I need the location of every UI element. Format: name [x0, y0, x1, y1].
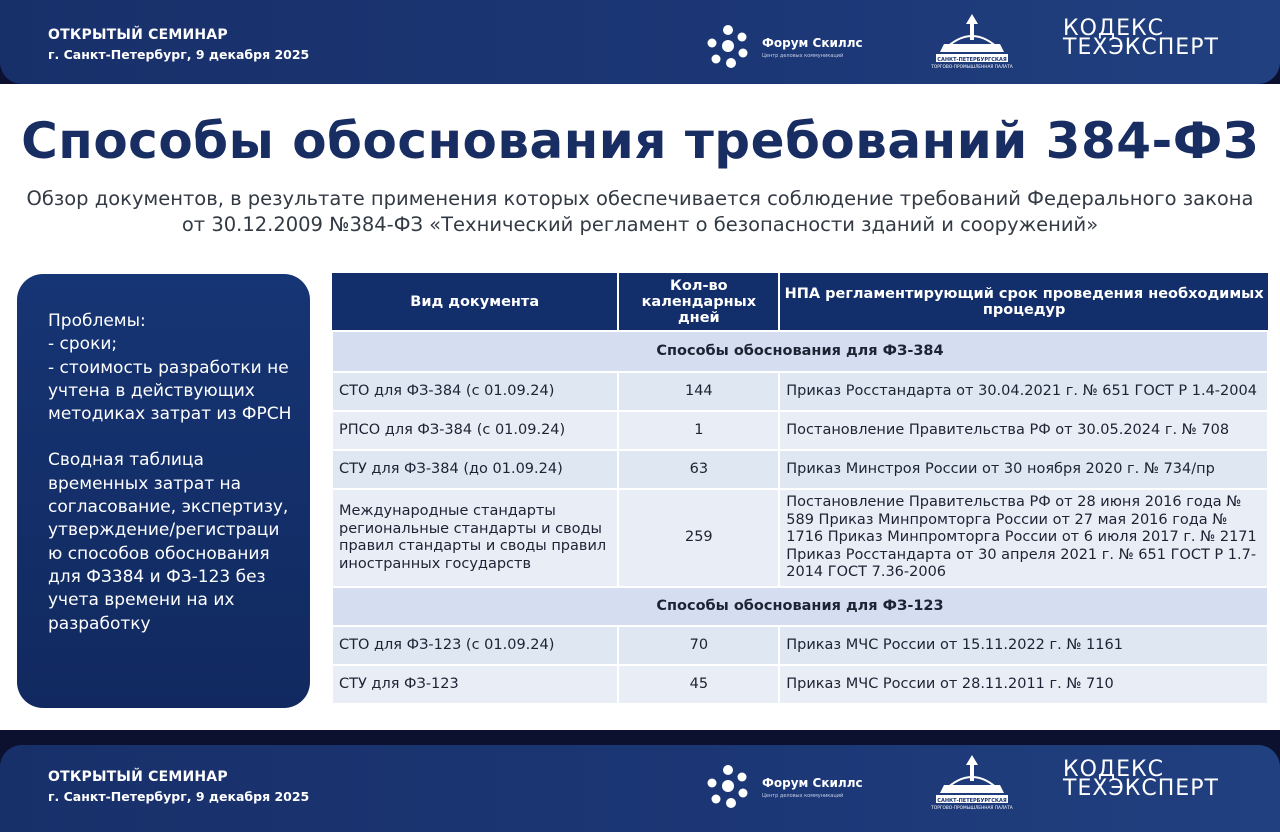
seminar-location-date: г. Санкт-Петербург, 9 декабря 2025: [48, 789, 310, 804]
kodex-logo: [1063, 757, 1219, 801]
forum-skills-logo-icon: [705, 23, 751, 69]
table-row: [332, 372, 1268, 411]
table-row: [332, 626, 1268, 665]
summary-text: Сводная таблица временных затрат на согласование, экспертизу, утверждение/регистраци ю способов обоснования для ФЗ384 и ФЗ-123 без учета времени на их разработку: [48, 450, 289, 634]
table-row: [332, 665, 1268, 704]
forum-skills-subtitle: Центр деловых коммуникаций: [762, 53, 844, 59]
requirements-table: [331, 273, 1269, 705]
forum-skills-subtitle: Центр деловых коммуникаций: [762, 793, 844, 799]
header-npa: НПА регламентирующий срок проведения необходимых процедур: [779, 273, 1268, 331]
side-panel-text: [48, 310, 298, 659]
cell-npa: Постановление Правительства РФ от 28 июня 2016 года № 589 Приказ Минпромторга России от 27 мая 2016 года № 1716 Приказ Минпромторга России от 6 июля 2017 г. № 2171 Приказ Росстандарта от 30 апреля 2021 г. № 651 ГОСТ Р 1.7-2014 ГОСТ 7.36-2006: [779, 489, 1268, 587]
cell-days: 45: [618, 665, 779, 704]
forum-skills-name: Форум Скиллс: [762, 36, 863, 50]
kodex-line1: КОДЕКС: [1063, 16, 1165, 41]
cell-npa: Приказ Минстроя России от 30 ноября 2020 г. № 734/пр: [779, 450, 1268, 489]
seminar-title: ОТКРЫТЫЙ СЕМИНАР: [48, 27, 228, 43]
kodex-line2: ТЕХЭКСПЕРТ: [1063, 776, 1219, 801]
cell-npa: Приказ Росстандарта от 30.04.2021 г. № 651 ГОСТ Р 1.4-2004: [779, 372, 1268, 411]
cell-doc: Международные стандарты региональные стандарты и своды правил стандарты и своды правил иностранных государств: [332, 489, 618, 587]
cell-npa: Приказ МЧС России от 15.11.2022 г. № 1161: [779, 626, 1268, 665]
chamber-sub-text: ТОРГОВО-ПРОМЫШЛЕННАЯ ПАЛАТА: [931, 65, 1013, 70]
table-header-row: [332, 273, 1268, 331]
cell-doc: СТУ для ФЗ-123: [332, 665, 618, 704]
section-fz123: Способы обоснования для ФЗ-123: [332, 587, 1268, 626]
cell-npa: Приказ МЧС России от 28.11.2011 г. № 710: [779, 665, 1268, 704]
forum-skills-name: Форум Скиллс: [762, 776, 863, 790]
cell-doc: СТО для ФЗ-384 (с 01.09.24): [332, 372, 618, 411]
cell-days: 259: [618, 489, 779, 587]
cell-doc: РПСО для ФЗ-384 (с 01.09.24): [332, 411, 618, 450]
seminar-title: ОТКРЫТЫЙ СЕМИНАР: [48, 769, 228, 785]
kodex-line1: КОДЕКС: [1063, 757, 1165, 782]
kodex-line2: ТЕХЭКСПЕРТ: [1063, 35, 1219, 60]
chamber-of-commerce-logo-icon: [930, 751, 1014, 817]
kodex-logo: [1063, 16, 1219, 60]
cell-doc: СТО для ФЗ-123 (с 01.09.24): [332, 626, 618, 665]
chamber-sub-text: ТОРГОВО-ПРОМЫШЛЕННАЯ ПАЛАТА: [931, 806, 1013, 811]
page-title: Способы обоснования требований 384-ФЗ: [21, 112, 1259, 170]
cell-doc: СТУ для ФЗ-384 (до 01.09.24): [332, 450, 618, 489]
cell-days: 63: [618, 450, 779, 489]
cell-npa: Постановление Правительства РФ от 30.05.2024 г. № 708: [779, 411, 1268, 450]
bottom-banner: [0, 745, 1280, 832]
header-days: Кол-во календарных дней: [618, 273, 779, 331]
chamber-name-text: САНКТ-ПЕТЕРБУРГСКАЯ: [937, 57, 1007, 63]
seminar-location-date: г. Санкт-Петербург, 9 декабря 2025: [48, 47, 310, 62]
chamber-of-commerce-logo-icon: [930, 10, 1014, 76]
top-banner: [0, 0, 1280, 84]
table-row: [332, 489, 1268, 587]
table-row: [332, 450, 1268, 489]
table-row: [332, 411, 1268, 450]
section-fz384: Способы обоснования для ФЗ-384: [332, 331, 1268, 372]
page-subtitle: Обзор документов, в результате применения которых обеспечивается соблюдение требований Федерального закона от 30.12.2009 №384-ФЗ «Технический регламент о безопасности зданий и сооружений»: [26, 187, 1254, 236]
cell-days: 144: [618, 372, 779, 411]
header-doc-type: Вид документа: [332, 273, 618, 331]
problems-text: Проблемы: - сроки; - стоимость разработки не учтена в действующих методиках затрат из ФРСН: [48, 311, 292, 425]
cell-days: 70: [618, 626, 779, 665]
forum-skills-logo-icon: [705, 763, 751, 809]
chamber-name-text: САНКТ-ПЕТЕРБУРГСКАЯ: [937, 798, 1007, 804]
cell-days: 1: [618, 411, 779, 450]
